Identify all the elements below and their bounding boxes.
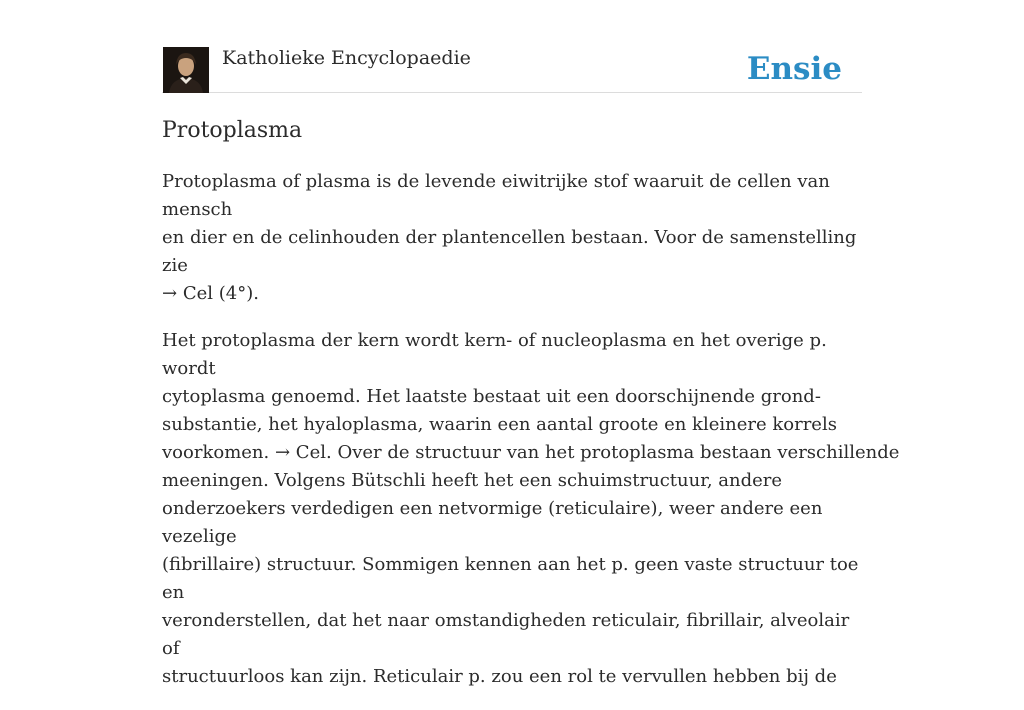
paragraph-2-line-6: onderzoekers verdedigen een netvormige (reticulaire), weer andere een vezelige (162, 498, 823, 547)
cel-reference-link-2[interactable] (275, 442, 332, 463)
paragraph-2-line-7: (fibrillaire) structuur. Sommigen kennen aan het p. geen vaste structuur toe en (162, 554, 859, 603)
cel-link-label-2: Cel. (295, 442, 332, 463)
article-title: Protoplasma (162, 118, 303, 143)
cel-reference-link[interactable] (162, 283, 213, 304)
paragraph-1-line-3 (162, 283, 259, 304)
ensie-logo[interactable]: Ensie (746, 51, 842, 87)
paragraph-1-line-1: Protoplasma of plasma is de levende eiwitrijke stof waaruit de cellen van mensch (162, 171, 830, 220)
paragraph-1-line-2: en dier en de celinhouden der plantencellen bestaan. Voor de samenstelling zie (162, 227, 857, 276)
paragraph-2-line-3: substantie, het hyaloplasma, waarin een aantal groote en kleinere korrels (162, 414, 837, 435)
paragraph-2-line-1: Het protoplasma der kern wordt kern- of nucleoplasma en het overige p. wordt (162, 330, 827, 379)
source-name[interactable]: Katholieke Encyclopaedie (222, 47, 471, 69)
site-header (162, 46, 862, 93)
paragraph-1 (162, 168, 862, 308)
paragraph-2 (162, 327, 900, 691)
paragraph-2-line-8: veronderstellen, dat het naar omstandigheden reticulair, fibrillair, alveolair of (162, 610, 850, 659)
arrow-right-icon: → (274, 442, 291, 463)
portrait-icon[interactable] (163, 47, 209, 93)
reference-number: (4°). (218, 283, 259, 304)
paragraph-2-line-4-start: voorkomen. (162, 442, 270, 463)
article-body (162, 168, 900, 710)
paragraph-2-line-4-end: Over de structuur van het protoplasma bestaan verschillende (337, 442, 900, 463)
paragraph-2-line-4 (162, 442, 899, 463)
paragraph-2-line-2: cytoplasma genoemd. Het laatste bestaat uit een doorschijnende grond- (162, 386, 821, 407)
arrow-right-icon: → (162, 283, 178, 304)
paragraph-2-line-9: structuurloos kan zijn. Reticulair p. zou een rol te vervullen hebben bij de (162, 666, 837, 687)
cel-link-label: Cel (182, 283, 214, 304)
paragraph-2-line-5: meeningen. Volgens Bütschli heeft het een schuimstructuur, andere (162, 470, 783, 491)
